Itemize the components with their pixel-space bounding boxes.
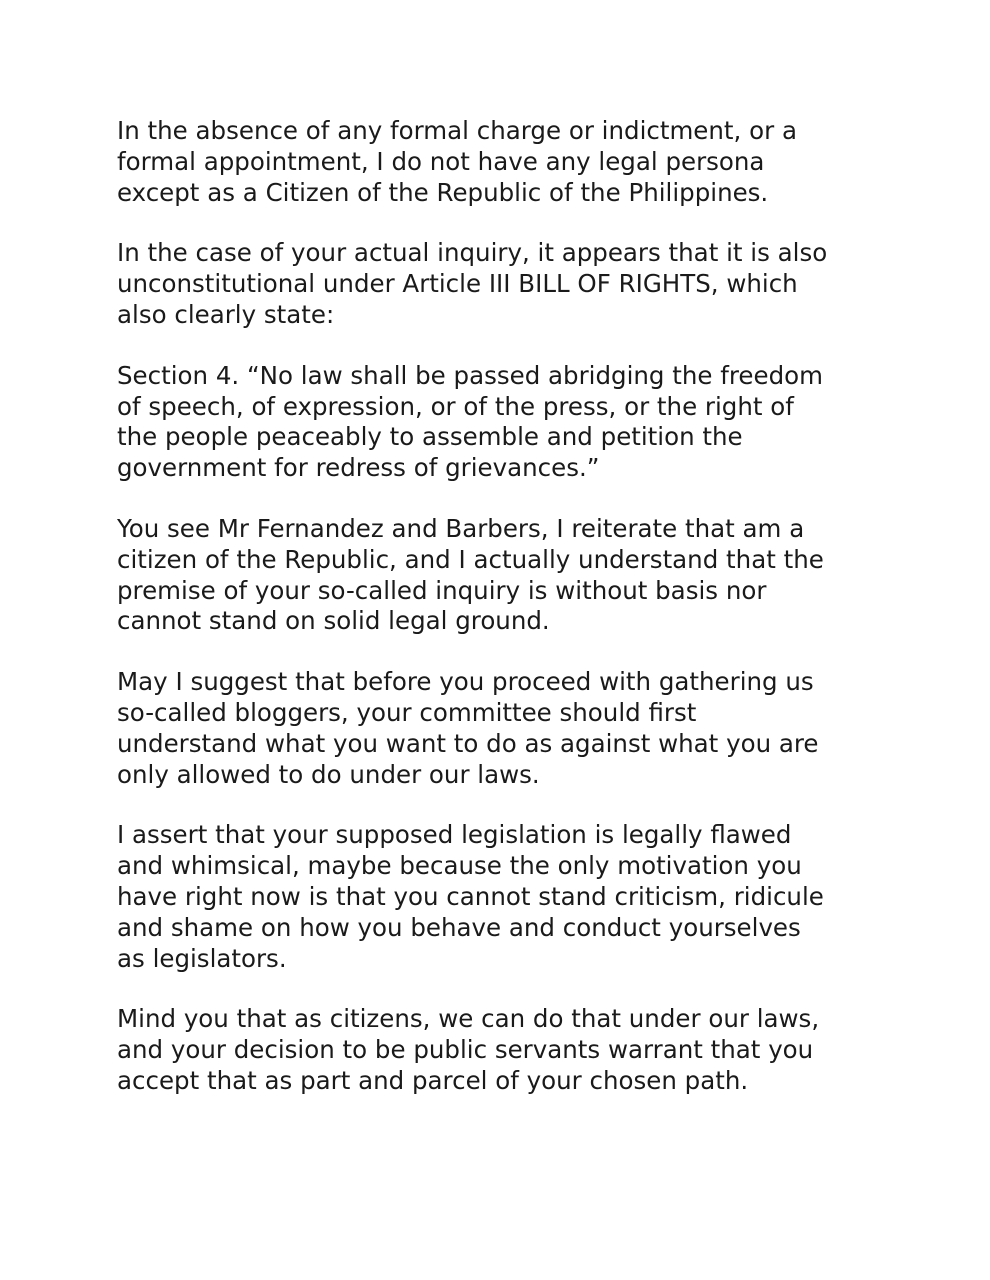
text-line: In the absence of any formal charge or indictment, or a [117,116,797,145]
text-line: as legislators. [117,943,287,973]
paragraph-suggestion [117,667,917,790]
text-line: citizen of the Republic, and I actually understand that the [117,544,824,574]
text-line: I assert that your supposed legislation is legally flawed [117,820,792,850]
text-line: You see Mr Fernandez and Barbers, I reiterate that am a [117,513,805,543]
paragraph-unconstitutional-inquiry [117,238,917,330]
text-line: government for redress of grievances.” [117,453,600,483]
paragraph-section-4-quote [117,361,917,484]
text-line: Mind you that as citizens, we can do that under our laws, [117,1004,820,1034]
text-line: and your decision to be public servants warrant that you [117,1035,814,1065]
paragraph-legal-persona [117,116,917,208]
text-line: accept that as part and parcel of your chosen path. [117,1065,749,1095]
paragraph-closing [117,1004,917,1096]
text-line: the people peaceably to assemble and petition the [117,422,743,452]
text-line: May I suggest that before you proceed with gathering us [117,667,814,697]
text-line: only allowed to do under our laws. [117,759,540,789]
text-line: premise of your so-called inquiry is without basis nor [117,575,767,605]
text-line: cannot stand on solid legal ground. [117,606,550,636]
text-line: so-called bloggers, your committee should first [117,697,697,727]
text-line: and shame on how you behave and conduct yourselves [117,912,801,942]
text-line: except as a Citizen of the Republic of the Philippines. [117,177,769,207]
paragraph-citizen-reiteration [117,514,917,637]
text-line: and whimsical, maybe because the only motivation you [117,851,802,881]
text-line: have right now is that you cannot stand criticism, ridicule [117,881,824,911]
paragraph-assertion [117,820,917,974]
text-line: understand what you want to do as against what you are [117,728,819,758]
text-line: formal appointment, I do not have any legal persona [117,146,765,176]
text-line: also clearly state: [117,299,335,329]
text-line: of speech, of expression, or of the press, or the right of [117,391,794,421]
letter-body [117,116,917,1127]
text-line: In the case of your actual inquiry, it appears that it is also [117,238,828,268]
text-line: unconstitutional under Article III BILL OF RIGHTS, which [117,269,798,299]
text-line: Section 4. “No law shall be passed abridging the freedom [117,360,823,390]
